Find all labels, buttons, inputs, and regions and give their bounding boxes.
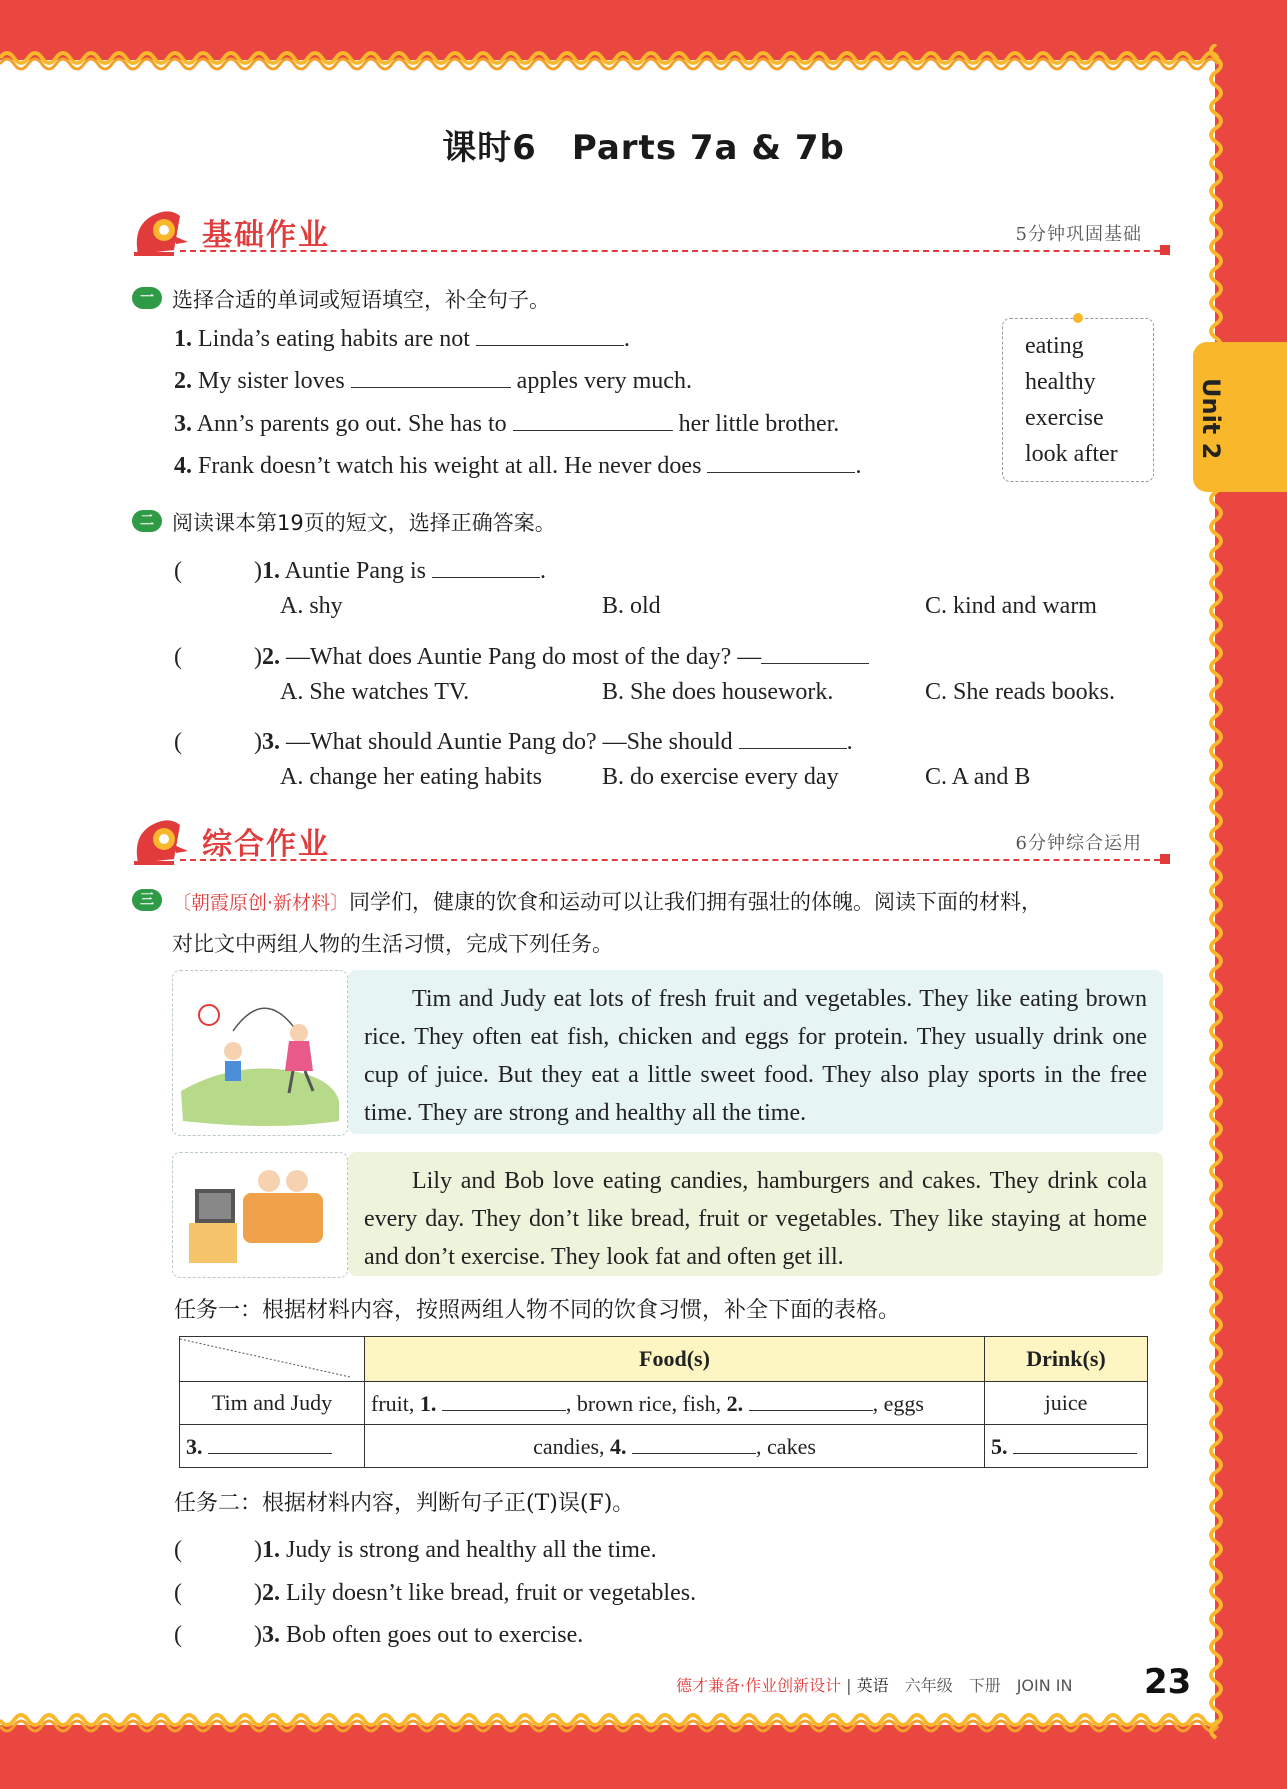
section-divider — [180, 250, 1170, 252]
q2-2-option-c: C. She reads books. — [925, 679, 1115, 705]
q2-1-option-b: B. old — [602, 593, 661, 619]
top-wave-border — [0, 44, 1230, 72]
pin-icon — [1073, 313, 1083, 323]
divider-end-dot — [1160, 854, 1170, 864]
section-basic-title: 基础作业 — [202, 218, 330, 253]
section-comprehensive-title: 综合作业 — [202, 827, 330, 862]
section-divider — [180, 859, 1170, 861]
table-header-drink: Drink(s) — [985, 1337, 1148, 1382]
tf-item-2: ( )2. Lily doesn’t like bread, fruit or vegetables. — [174, 1580, 697, 1606]
word-bank-box — [1002, 318, 1154, 482]
answer-blank — [432, 557, 540, 578]
q1-item-2: 2. My sister loves apples very much. — [174, 368, 692, 394]
passage-tim-and-judy: Tim and Judy eat lots of fresh fruit and vegetables. They like eating brown rice. They often eat fish, chicken and eggs for protein. They usually drink one cup of juice. But they eat a little sweet food. They also play sports in the free time. They are strong and healthy all the time. — [348, 970, 1163, 1134]
tf-item-3: ( )3. Bob often goes out to exercise. — [174, 1622, 584, 1648]
illustration-kids-watching-tv — [172, 1152, 348, 1278]
word-bank-item: healthy — [1025, 369, 1096, 395]
question-3-instruction-line2: 对比文中两组人物的生活习惯，完成下列任务。 — [172, 932, 613, 956]
q2-item-3: ( )3. —What should Auntie Pang do? —She should . — [174, 729, 853, 755]
section-basic-header — [130, 206, 1170, 262]
passage-lily-and-bob: Lily and Bob love eating candies, hamburgers and cakes. They drink cola every day. They don’t like bread, fruit or vegetables. They like staying at home and don’t exercise. They look fat and often get ill. — [348, 1152, 1163, 1276]
word-bank-item: exercise — [1025, 405, 1104, 431]
answer-blank[interactable] — [351, 367, 511, 388]
answer-blank — [761, 643, 869, 664]
question-3-badge: 三 — [132, 889, 162, 911]
answer-blank[interactable] — [749, 1390, 873, 1411]
illustration-kids-playing — [172, 970, 348, 1136]
row1-food-cell: fruit, 1. , brown rice, fish, 2. , eggs — [365, 1382, 985, 1425]
table-header-food: Food(s) — [365, 1337, 985, 1382]
table-row — [180, 1382, 1148, 1425]
kids-jump-rope-illustration — [173, 971, 345, 1133]
word-bank-item: look after — [1025, 441, 1118, 467]
q2-item-1: ( )1. Auntie Pang is . — [174, 558, 546, 584]
answer-blank[interactable] — [632, 1433, 756, 1454]
question-3-instruction-line1: 〔朝霞原创·新材料〕同学们，健康的饮食和运动可以让我们拥有强壮的体魄。阅读下面的材料， — [172, 890, 1043, 914]
answer-paren[interactable]: ( ) — [174, 729, 262, 755]
diagonal-line — [180, 1337, 350, 1379]
source-tag: 〔朝霞原创·新材料〕 — [172, 892, 350, 914]
bottom-wave-border — [0, 1712, 1230, 1740]
task-1-instruction: 任务一：根据材料内容，按照两组人物不同的饮食习惯，补全下面的表格。 — [174, 1298, 901, 1323]
answer-paren[interactable]: ( ) — [174, 644, 262, 670]
answer-paren[interactable]: ( ) — [174, 558, 262, 584]
footer-subject: 英语 — [856, 1676, 889, 1695]
answer-blank[interactable] — [442, 1390, 566, 1411]
question-2-instruction: 阅读课本第19页的短文，选择正确答案。 — [172, 511, 556, 535]
q2-1-option-c: C. kind and warm — [925, 593, 1097, 619]
footer-brand: 德才兼备·作业创新设计 — [676, 1676, 842, 1695]
footer-text: 德才兼备·作业创新设计 | 英语 六年级 下册 JOIN IN — [676, 1676, 1073, 1695]
answer-blank[interactable] — [208, 1433, 332, 1454]
section-basic-subtitle: 5分钟巩固基础 — [1015, 224, 1142, 245]
answer-paren[interactable]: ( ) — [174, 1537, 262, 1563]
table-corner-cell — [180, 1337, 365, 1382]
unit-tab — [1193, 342, 1287, 492]
q2-2-option-b: B. She does housework. — [602, 679, 834, 705]
section-comprehensive-subtitle: 6分钟综合运用 — [1015, 833, 1142, 854]
answer-blank[interactable] — [513, 410, 673, 431]
answer-blank[interactable] — [1013, 1433, 1137, 1454]
question-1-badge: 一 — [132, 287, 162, 309]
question-1-instruction: 选择合适的单词或短语填空，补全句子。 — [172, 288, 550, 312]
word-bank-item: eating — [1025, 333, 1084, 359]
row2-drink-cell: 5. — [985, 1425, 1148, 1468]
answer-blank[interactable] — [476, 325, 624, 346]
footer-grade: 六年级 下册 JOIN IN — [904, 1676, 1073, 1695]
tf-item-1: ( )1. Judy is strong and healthy all the time. — [174, 1537, 657, 1563]
answer-paren[interactable]: ( ) — [174, 1580, 262, 1606]
q1-item-4: 4. Frank doesn’t watch his weight at all. He never does . — [174, 453, 862, 479]
question-2-badge: 二 — [132, 510, 162, 532]
q1-item-1: 1. Linda’s eating habits are not . — [174, 326, 630, 352]
q2-item-2: ( )2. —What does Auntie Pang do most of the day? — — [174, 636, 869, 671]
row1-drink-cell: juice — [985, 1382, 1148, 1425]
answer-blank[interactable] — [707, 452, 855, 473]
q2-1-option-a: A. shy — [280, 593, 343, 619]
divider-end-dot — [1160, 245, 1170, 255]
row-name-tim-judy: Tim and Judy — [180, 1382, 365, 1425]
kids-watching-tv-illustration — [173, 1153, 345, 1275]
table-header-row — [180, 1337, 1148, 1382]
answer-paren[interactable]: ( ) — [174, 1622, 262, 1648]
table-row — [180, 1425, 1148, 1468]
food-drink-table — [179, 1336, 1148, 1468]
row2-food-cell: candies, 4. , cakes — [365, 1425, 985, 1468]
answer-blank — [739, 728, 847, 749]
page-title: 课时6 Parts 7a & 7b — [442, 128, 845, 168]
q2-3-option-c: C. A and B — [925, 764, 1031, 790]
section-comprehensive-header — [130, 815, 1170, 871]
task-2-instruction: 任务二：根据材料内容，判断句子正(T)误(F)。 — [174, 1491, 635, 1516]
q2-3-option-a: A. change her eating habits — [280, 764, 542, 790]
q2-3-option-b: B. do exercise every day — [602, 764, 839, 790]
q2-2-option-a: A. She watches TV. — [280, 679, 470, 705]
row2-name-cell: 3. — [180, 1425, 365, 1468]
unit-tab-label: Unit 2 — [1197, 378, 1225, 460]
page-number: 23 — [1144, 1662, 1192, 1702]
q1-item-3: 3. Ann’s parents go out. She has to her little brother. — [174, 411, 840, 437]
right-wave-border — [1200, 44, 1232, 1740]
